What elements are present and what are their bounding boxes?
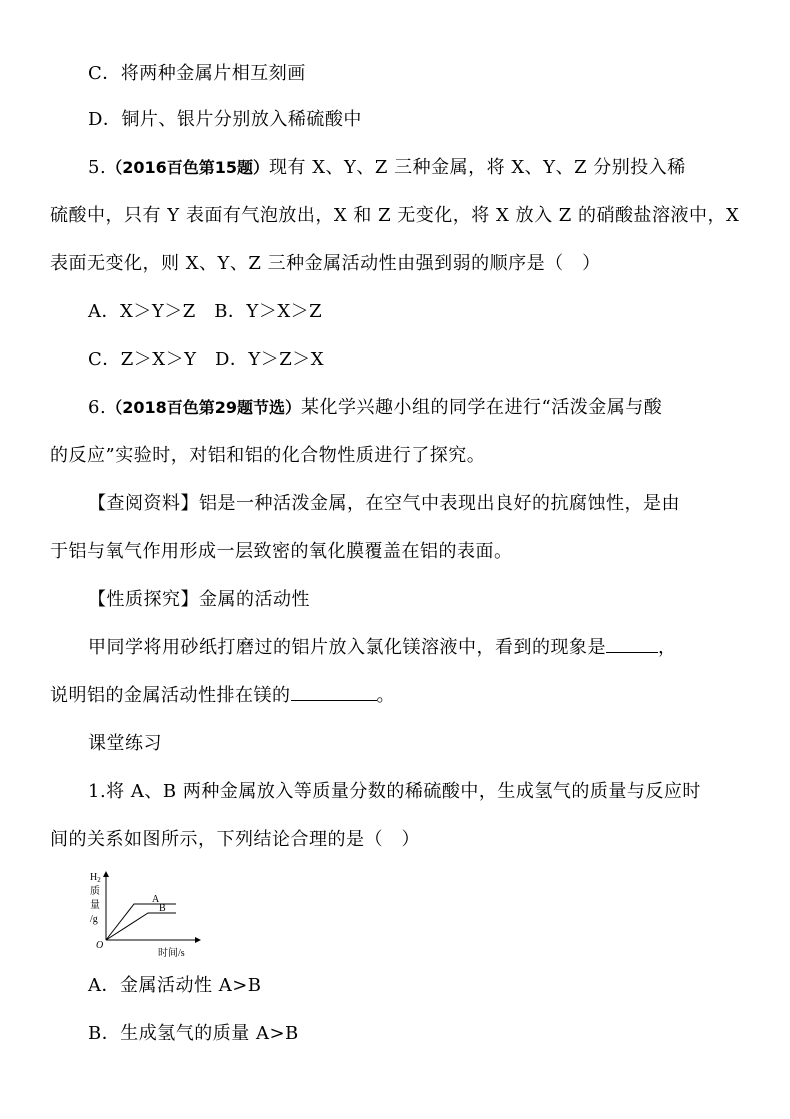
practice-1-option-b: B．生成氢气的质量 A>B (88, 1023, 299, 1044)
ylabel-unit: /g (90, 914, 98, 925)
question-5-line-2: 硫酸中，只有 Y 表面有气泡放出，X 和 Z 无变化，将 X 放入 Z 的硝酸盐溶液中，X (50, 205, 740, 226)
question-5-line-3: 表面无变化，则 X、Y、Z 三种金属活动性由强到弱的顺序是（ ） (50, 253, 601, 274)
option-d: D．铜片、银片分别放入稀硫酸中 (88, 109, 362, 130)
question-5-number: 5. (88, 157, 107, 178)
series-label-a: A (152, 894, 160, 905)
option-c: C．将两种金属片相互刻画 (88, 63, 306, 84)
series-label-b: B (159, 903, 166, 914)
origin-label: O (96, 940, 104, 951)
question-6-jia-1-text: 甲同学将用砂纸打磨过的铝片放入氯化镁溶液中，看到的现象是 (88, 637, 606, 658)
answer-blank-2[interactable] (291, 684, 377, 701)
question-6-line-2: 的反应”实验时，对铝和铝的化合物性质进行了探究。 (50, 445, 486, 466)
x-axis-label: 时间/s (158, 948, 185, 959)
ylabel-h: $H_2$ (90, 872, 101, 884)
question-6-number: 6. (88, 397, 107, 418)
answer-blank-1[interactable] (606, 636, 658, 653)
question-5-source: （2016百色第15题） (106, 158, 269, 177)
ylabel-zhi: 质 (90, 886, 100, 897)
ylabel-liang: 量 (90, 900, 100, 911)
question-6-text-1: 某化学兴趣小组的同学在进行“活泼金属与酸 (301, 397, 663, 418)
question-6-explore: 【性质探究】金属的活动性 (88, 589, 310, 610)
question-6-info-2: 于铝与氧气作用形成一层致密的氧化膜覆盖在铝的表面。 (50, 541, 513, 562)
practice-1-line-1: 1.将 A、B 两种金属放入等质量分数的稀硫酸中，生成氢气的质量与反应时 (88, 781, 701, 802)
question-5-options-cd: C．Z＞X＞Y D．Y＞Z＞X (88, 349, 325, 370)
question-6-line-1 (88, 396, 662, 420)
practice-1-option-a: A．金属活动性 A>B (88, 975, 262, 996)
question-6-info-1: 【查阅资料】铝是一种活泼金属，在空气中表现出良好的抗腐蚀性，是由 (88, 493, 680, 514)
question-5-text-1: 现有 X、Y、Z 三种金属，将 X、Y、Z 分别投入稀 (269, 157, 686, 178)
practice-1-line-2: 间的关系如图所示，下列结论合理的是（ ） (50, 829, 420, 850)
section-title: 课堂练习 (88, 733, 162, 754)
question-6-jia-1 (88, 636, 677, 660)
question-6-jia-2-text: 说明铝的金属活动性排在镁的 (50, 685, 291, 706)
question-6-jia-1-end: ， (658, 637, 677, 658)
hydrogen-mass-chart (88, 868, 208, 960)
question-6-jia-2-end: 。 (376, 685, 395, 706)
question-6-source: （2018百色第29题节选） (106, 398, 301, 417)
question-5-options-ab: A．X＞Y＞Z B．Y＞X＞Z (88, 301, 323, 322)
question-6-jia-2 (50, 684, 395, 708)
question-5-line-1 (88, 156, 686, 180)
